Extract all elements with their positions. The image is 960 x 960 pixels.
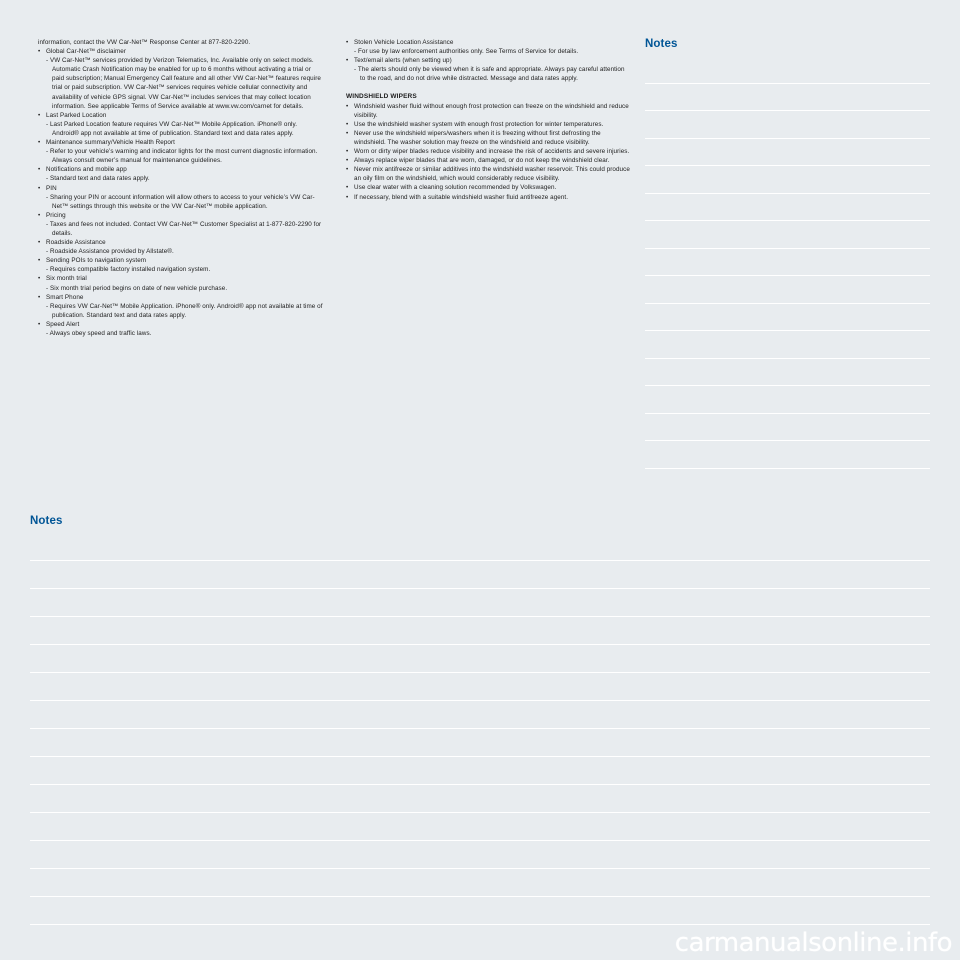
- subtext-six-month-trial: - Six month trial period begins on date of new vehicle purchase.: [46, 284, 228, 292]
- notes-section-right: [645, 38, 930, 469]
- notes-rule-line: [30, 589, 930, 617]
- notes-rule-line: [30, 561, 930, 589]
- notes-rule-line: [645, 249, 930, 277]
- subtext-last-parked-location: - Last Parked Location feature requires VW Car-Net™ Mobile Application. iPhone® only. Android® app not available at time of publication. Standard text and data rates apply.: [46, 120, 298, 137]
- bullet-defrost-before-wipers: • Never use the windshield wipers/washers when it is freezing without first defrosting the windshield. The washer solution may freeze on the windshield and reduce visibility.: [346, 129, 631, 147]
- notes-rule-line: [645, 111, 930, 139]
- notes-rule-line: [645, 441, 930, 469]
- bullet-speed-alert: • Speed Alert: [38, 320, 323, 329]
- notes-right-title: Notes: [645, 38, 678, 50]
- notes-rule-line: [645, 386, 930, 414]
- bullet-maintenance-summary: • Maintenance summary/Vehicle Health Report: [38, 138, 323, 147]
- subtext-text-email-alerts: - The alerts should only be viewed when it is safe and appropriate. Always pay careful attention to the road, and do not drive while distracted. Message and data rates apply.: [354, 66, 625, 83]
- subtext-stolen-vehicle-location: - For use by law enforcement authorities only. See Terms of Service for details.: [354, 48, 579, 56]
- bullet-smart-phone: • Smart Phone: [38, 293, 323, 302]
- bullet-replace-blades: • Always replace wiper blades that are worn, damaged, or do not keep the windshield clear.: [346, 156, 631, 165]
- notes-section-bottom: [30, 515, 930, 925]
- notes-rule-line: [30, 617, 930, 645]
- column-1: [38, 38, 323, 338]
- notes-rule-line: [30, 701, 930, 729]
- site-watermark: carmanualsonline.info: [674, 928, 952, 958]
- notes-rule-line: [30, 869, 930, 897]
- section-heading-windshield-wipers: WINDSHIELD WIPERS: [346, 93, 417, 101]
- bullet-washer-fluid-frost: • Windshield washer fluid without enough frost protection can freeze on the windshield and reduce visibility.: [346, 102, 631, 120]
- subtext-smart-phone: - Requires VW Car-Net™ Mobile Application. iPhone® only. Android® app not available at time of publication. Standard text and data rates apply.: [46, 302, 323, 319]
- bullet-blend-antifreeze-agent: • If necessary, blend with a suitable windshield washer fluid antifreeze agent.: [346, 193, 631, 202]
- paragraph-lead: information, contact the VW Car-Net™ Response Center at 877-820-2290.: [38, 39, 251, 46]
- notes-right-rules: [645, 56, 930, 469]
- notes-rule-line: [645, 359, 930, 387]
- notes-rule-line: [30, 645, 930, 673]
- bullet-global-carnet-disclaimer: • Global Car-Net™ disclaimer: [38, 47, 323, 56]
- column-2: [346, 38, 631, 338]
- notes-rule-line: [30, 813, 930, 841]
- bullet-notifications-mobile-app: • Notifications and mobile app: [38, 165, 323, 174]
- notes-rule-line: [30, 729, 930, 757]
- notes-rule-line: [30, 757, 930, 785]
- notes-rule-line: [30, 785, 930, 813]
- subtext-sending-pois: - Requires compatible factory installed navigation system.: [46, 266, 211, 274]
- subtext-maintenance-summary: - Refer to your vehicle’s warning and indicator lights for the most current diagnostic information. Always consult owner’s manual for maintenance guidelines.: [46, 148, 318, 165]
- notes-bottom-rules: [30, 533, 930, 925]
- notes-rule-line: [645, 166, 930, 194]
- notes-rule-line: [645, 139, 930, 167]
- bullet-roadside-assistance: • Roadside Assistance: [38, 238, 323, 247]
- notes-rule-line: [645, 304, 930, 332]
- section-spacer: [346, 83, 631, 92]
- bullet-pricing: • Pricing: [38, 211, 323, 220]
- bullet-six-month-trial: • Six month trial: [38, 274, 323, 283]
- notes-rule-line: [30, 897, 930, 925]
- subtext-speed-alert: - Always obey speed and traffic laws.: [46, 330, 152, 337]
- bullet-stolen-vehicle-location: • Stolen Vehicle Location Assistance: [346, 38, 631, 47]
- subtext-pricing: - Taxes and fees not included. Contact VW Car-Net™ Customer Specialist at 1-877-820-2290 for details.: [46, 220, 322, 237]
- bullet-text-email-alerts: • Text/email alerts (when setting up): [346, 56, 631, 65]
- bullet-clear-water-cleaning-solution: • Use clear water with a cleaning solution recommended by Volkswagen.: [346, 183, 631, 192]
- subtext-global-carnet-disclaimer: - VW Car-Net™ services provided by Verizon Telematics, Inc. Available only on select models. Automatic Crash Notification may be enabled for up to 6 months without activating a trial or paid subscription; Manual Emergency Call feature and all other VW Car-Net™ features require trial or paid subscription. VW Car-Net™ services requires vehicle cellular connectivity and availability of vehicle GPS signal. VW Car-Net™ includes services that may collect location information. See applicable Terms of Service available at www.vw.com/carnet for details.: [46, 57, 321, 110]
- notes-rule-line: [645, 331, 930, 359]
- bullet-sending-pois: • Sending POIs to navigation system: [38, 256, 323, 265]
- notes-rule-line: [645, 221, 930, 249]
- notes-rule-line: [645, 414, 930, 442]
- notes-rule-line: [30, 841, 930, 869]
- subtext-roadside-assistance: - Roadside Assistance provided by Allstate®.: [46, 248, 174, 256]
- notes-bottom-title: Notes: [30, 515, 63, 527]
- bullet-pin: • PIN: [38, 184, 323, 193]
- bullet-no-antifreeze-reservoir: • Never mix antifreeze or similar additives into the windshield washer reservoir. This could produce an oily film on the windshield, which would considerably reduce visibility.: [346, 165, 631, 183]
- bullet-worn-dirty-blades: • Worn or dirty wiper blades reduce visibility and increase the risk of accidents and severe injuries.: [346, 147, 631, 156]
- notes-rule-line: [30, 673, 930, 701]
- bullet-last-parked-location: • Last Parked Location: [38, 111, 323, 120]
- bullet-washer-system-winter: • Use the windshield washer system with enough frost protection for winter temperatures.: [346, 120, 631, 129]
- subtext-notifications-mobile-app: - Standard text and data rates apply.: [46, 175, 150, 183]
- notes-rule-line: [30, 533, 930, 561]
- notes-rule-line: [645, 56, 930, 84]
- notes-rule-line: [645, 84, 930, 112]
- notes-rule-line: [645, 194, 930, 222]
- notes-rule-line: [645, 276, 930, 304]
- subtext-pin: - Sharing your PIN or account information will allow others to access to your vehicle’s VW Car-Net™ settings through this website or the VW Car-Net™ mobile application.: [46, 193, 315, 210]
